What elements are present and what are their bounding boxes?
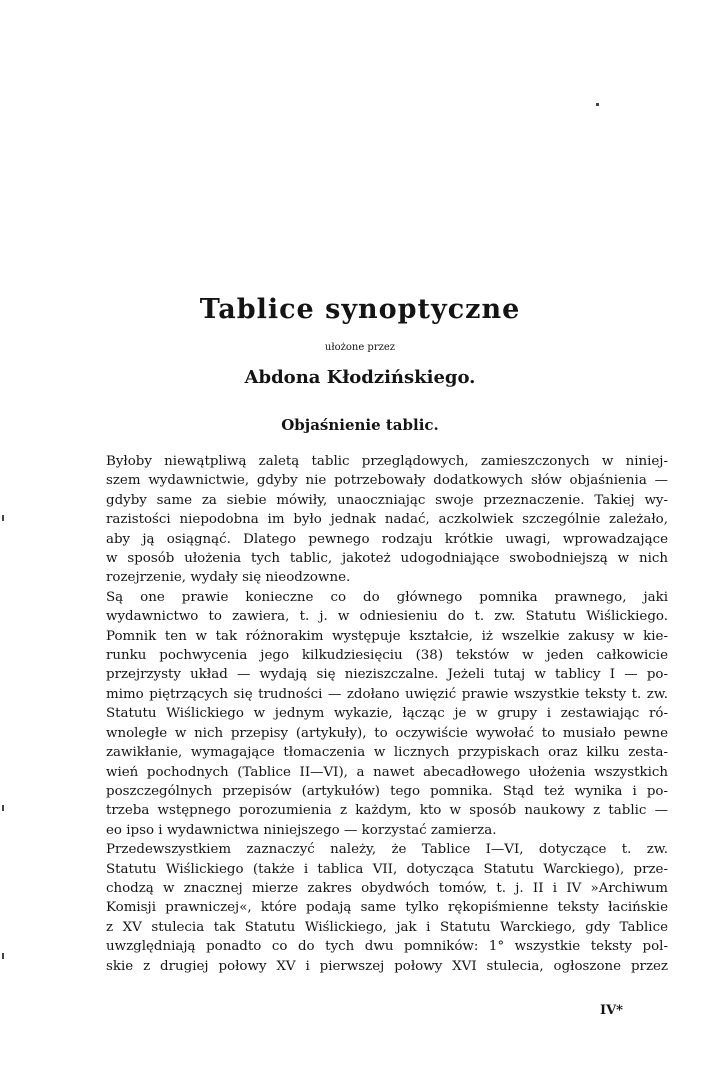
text-line: zawikłanie, wymagające tłomaczenia w licznych przypiskach oraz kilku zesta- [106, 745, 668, 761]
scan-speck [596, 103, 599, 106]
text-line: wnoległe w nich przepisy (artykuły), to oczywiście wywołać to musiało pewne [106, 725, 668, 741]
text-line: mimo piętrzących się trudności — zdołano uwięzić prawie wszystkie teksty t. zw. [106, 686, 668, 702]
document-title: Tablice synoptyczne [199, 294, 521, 325]
text-line: eo ipso i wydawnictwa niniejszego — korzystać zamierza. [106, 822, 497, 838]
text-line: Komisji prawniczej«, które podają same tylko rękopiśmienne teksty łacińskie [106, 900, 668, 916]
paragraph [62, 452, 668, 588]
text-line: przejrzysty układ — wydają się nieziszczalne. Jeżeli tutaj w tablicy I — po- [106, 667, 668, 683]
text-line: wień pochodnych (Tablice II—VI), a nawet abecadłowego ułożenia wszystkich [106, 764, 668, 780]
signature-mark: IV* [600, 1003, 623, 1018]
text-line: Statutu Wiślickiego (także i tablica VII, dotycząca Statutu Warckiego), prze- [106, 861, 668, 877]
text-line: rozejrzenie, wydały się nieodzowne. [106, 570, 351, 586]
paragraph [62, 840, 668, 976]
text-line: szem wydawnictwie, gdyby nie potrzebowały dodatkowych słów objaśnienia — [106, 473, 668, 489]
text-line: uwzględniają ponadto co do tych dwu pomników: 1° wszystkie teksty pol- [106, 939, 668, 955]
text-line: poszczególnych przepisów (artykułów) tego pomnika. Stąd też wynika i po- [106, 783, 668, 799]
text-line: skie z drugiej połowy XV i pierwszej połowy XVI stulecia, ogłoszone przez [106, 958, 668, 974]
text-line: trzeba wstępnego porozumienia z każdym, kto w sposób naukowy z tablic — [106, 803, 668, 819]
text-line: runku pochwycenia jego kilkudziesięciu (38) tekstów w jeden całkowicie [106, 648, 668, 664]
text-line: Pomnik ten w tak różnorakim występuje kształcie, iż wszelkie zakusy w kie- [106, 628, 668, 644]
scan-speck [2, 515, 4, 521]
text-line: z XV stulecia tak Statutu Wiślickiego, jak i Statutu Warckiego, gdy Tablice [106, 919, 668, 935]
body-text [62, 452, 668, 976]
text-line: gdyby same za siebie mówiły, unaoczniając swoje przeznaczenie. Takiej wy- [106, 492, 668, 508]
text-line: Są one prawie konieczne co do głównego pomnika prawnego, jaki [106, 589, 668, 605]
text-line: Statutu Wiślickiego w jednym wykazie, łącząc je w grupy i zestawiając ró- [106, 706, 668, 722]
text-line: aby ją osiągnąć. Dlatego pewnego rodzaju krótkie uwagi, wprowadzające [106, 531, 668, 547]
byline: ułożone przez [324, 342, 396, 353]
text-line: chodzą w znacznej mierze zakres obydwóch tomów, t. j. II i IV »Archiwum [106, 880, 668, 896]
text-line: Przedewszystkiem zaznaczyć należy, że Tablice I—VI, dotyczące t. zw. [106, 842, 668, 858]
text-line: razistości niepodobna im było jednak nadać, aczkolwiek szczególnie zależało, [106, 512, 668, 528]
section-subtitle: Objaśnienie tablic. [281, 416, 439, 434]
paragraph [62, 588, 668, 840]
text-line: w sposób ułożenia tych tablic, jakoteż udogodniające swobodniejszą w nich [106, 551, 668, 567]
text-line: wydawnictwo to zawiera, t. j. w odniesieniu do t. zw. Statutu Wiślickiego. [106, 609, 668, 625]
scan-speck [2, 805, 4, 811]
author-name: Abdona Kłodzińskiego. [244, 367, 476, 388]
text-line: Byłoby niewątpliwą zaletą tablic przeglądowych, zamieszczonych w niniej- [106, 454, 668, 469]
scan-speck [2, 953, 4, 959]
